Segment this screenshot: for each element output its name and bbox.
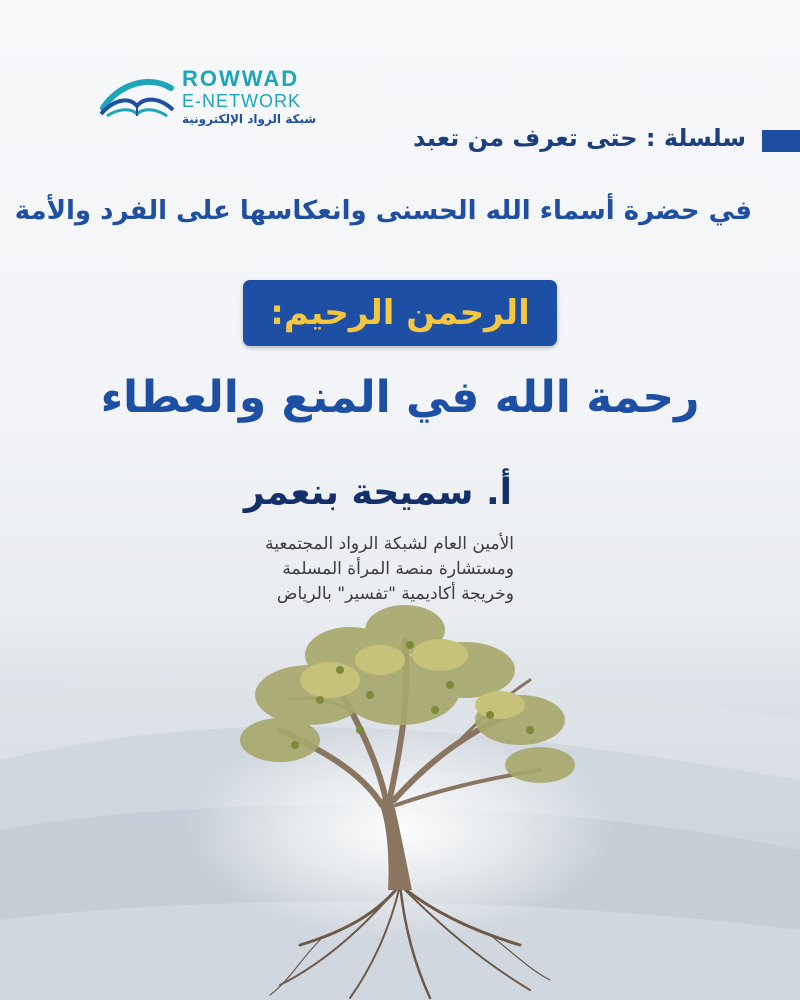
olive-tree-icon — [200, 600, 600, 1000]
author-name: أ. سميحة بنعمر — [243, 472, 512, 513]
topic-title: رحمة الله في المنع والعطاء — [100, 372, 700, 423]
series-title: سلسلة : حتى تعرف من تعبد — [413, 124, 746, 152]
rowwad-logo — [97, 66, 327, 136]
subtitle: في حضرة أسماء الله الحسنى وانعكاسها على الفرد والأمة — [14, 196, 752, 226]
open-book-icon — [97, 66, 175, 122]
divine-names-box — [243, 280, 557, 346]
series-marker — [762, 130, 800, 152]
logo-title: ROWWAD — [182, 66, 300, 91]
bio-line: وخريجة أكاديمية "تفسير" بالرياض — [276, 584, 514, 604]
bio-line: الأمين العام لشبكة الرواد المجتمعية — [265, 534, 514, 554]
divine-names-text: الرحمن الرحيم: — [270, 293, 530, 333]
logo-arabic-name: شبكة الرواد الإلكترونية — [182, 112, 317, 126]
logo-subtitle: E-NETWORK — [182, 91, 301, 111]
bio-line: ومستشارة منصة المرأة المسلمة — [282, 559, 514, 579]
author-bio — [184, 532, 514, 607]
